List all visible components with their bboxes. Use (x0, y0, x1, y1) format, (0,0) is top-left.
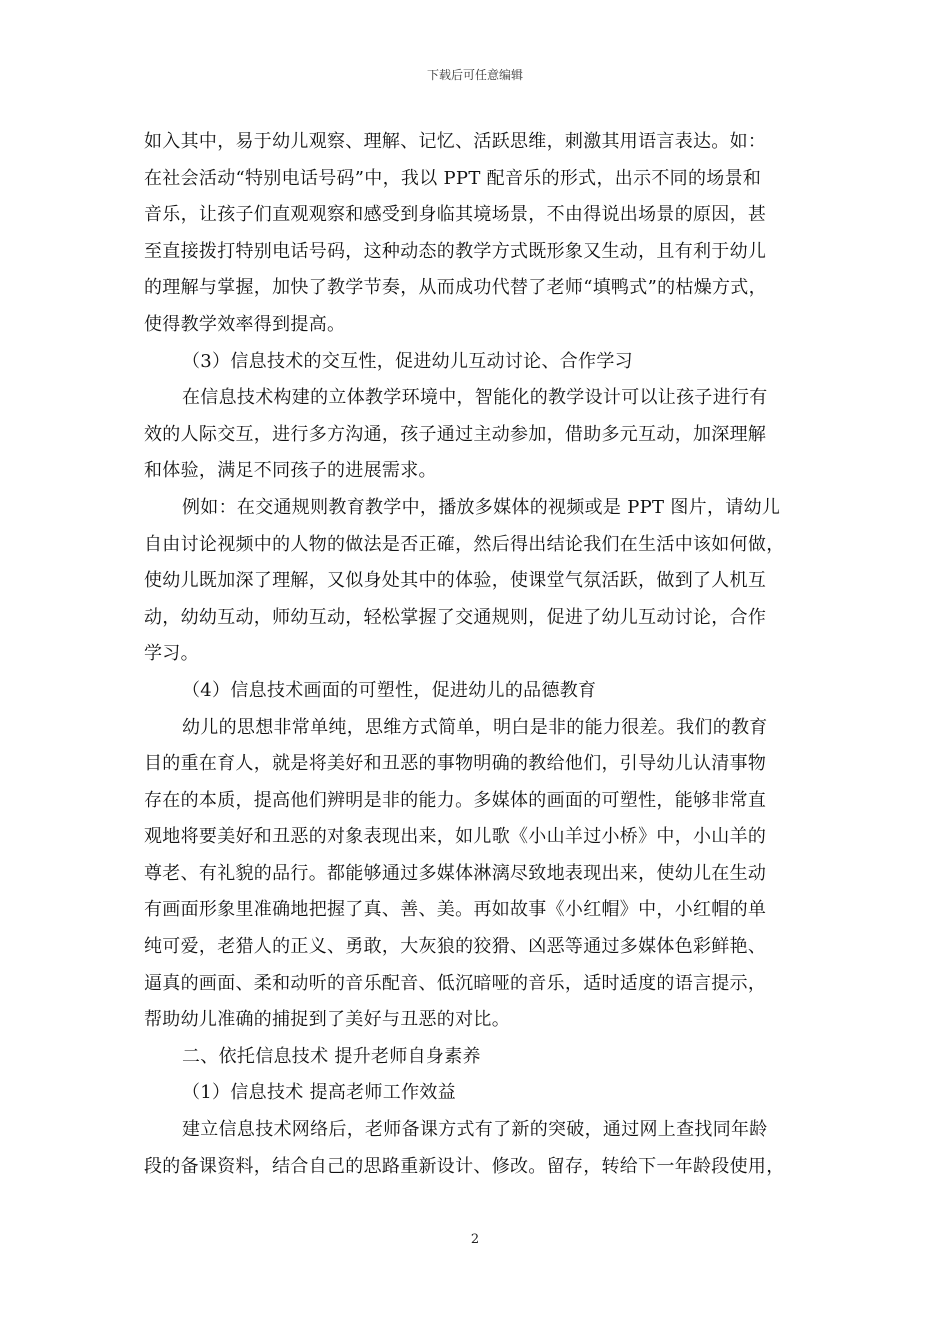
text-line: 观地将要美好和丑恶的对象表现出来，如儿歌《小山羊过小桥》中，小山羊的 (144, 826, 767, 848)
text-line: 二、依托信息技术 提升老师自身素养 (182, 1045, 481, 1067)
text-line: 尊老、有礼貌的品行。都能够通过多媒体淋漓尽致地表现出来，使幼儿在生动 (144, 862, 767, 884)
text-line: 存在的本质，提高他们辨明是非的能力。多媒体的画面的可塑性，能够非常直 (144, 789, 767, 811)
text-line: 至直接拨打特别电话号码，这种动态的教学方式既形象又生动，且有利于幼儿 (144, 240, 767, 262)
text-line: （4）信息技术画面的可塑性，促进幼儿的品德教育 (182, 679, 597, 701)
text-line: 例如：在交通规则教育教学中，播放多媒体的视频或是 PPT 图片，请幼儿 (182, 496, 781, 518)
text-line: 帮助幼儿准确的捕捉到了美好与丑恶的对比。 (144, 1009, 510, 1031)
text-line: 如入其中，易于幼儿观察、理解、记忆、活跃思维，刺激其用语言表达。如： (144, 131, 767, 152)
text-line: （3）信息技术的交互性，促进幼儿互动讨论、合作学习 (182, 350, 633, 372)
text-line: 在信息技术构建的立体教学环境中，智能化的教学设计可以让孩子进行有 (182, 387, 768, 409)
text-line: 纯可爱，老猎人的正义、勇敢，大灰狼的狡猾、凶恶等通过多媒体色彩鲜艳、 (144, 936, 767, 958)
text-line: （1）信息技术 提高老师工作效益 (182, 1082, 456, 1104)
page-number: 2 (470, 1232, 480, 1247)
text-line: 学习。 (144, 643, 199, 665)
text-line: 有画面形象里准确地把握了真、善、美。再如故事《小红帽》中，小红帽的单 (144, 899, 767, 921)
text-line: 的理解与掌握，加快了教学节奏，从而成功代替了老师“填鸭式”的枯燥方式， (144, 277, 767, 299)
text-line: 音乐，让孩子们直观观察和感受到身临其境场景，不由得说出场景的原因，甚 (144, 204, 767, 226)
text-line: 动，幼幼互动，师幼互动，轻松掌握了交通规则，促进了幼儿互动讨论，合作 (144, 606, 767, 628)
text-line: 逼真的画面、柔和动听的音乐配音、低沉暗哑的音乐，适时适度的语言提示， (144, 972, 767, 994)
text-line: 幼儿的思想非常单纯，思维方式简单，明白是非的能力很差。我们的教育 (182, 716, 768, 738)
text-line: 和体验，满足不同孩子的进展需求。 (144, 460, 437, 482)
text-line: 建立信息技术网络后，老师备课方式有了新的突破，通过网上查找同年龄 (182, 1119, 768, 1141)
document-body (144, 124, 810, 1185)
text-line: 使幼儿既加深了理解，又似身处其中的体验，使课堂气氛活跃，做到了人机互 (144, 570, 767, 592)
text-line: 在社会活动“特别电话号码”中，我以 PPT 配音乐的形式，出示不同的场景和 (144, 167, 762, 189)
text-line: 使得教学效率得到提高。 (144, 313, 346, 335)
text-line: 自由讨论视频中的人物的做法是否正確，然后得出结论我们在生活中该如何做， (144, 533, 785, 555)
page-header: 下载后可任意编辑 (426, 68, 523, 82)
text-line: 段的备课资料，结合自己的思路重新设计、修改。留存，转给下一年龄段使用， (144, 1155, 785, 1177)
text-line: 目的重在育人，就是将美好和丑恶的事物明确的教给他们，引导幼儿认清事物 (144, 753, 767, 775)
text-line: 效的人际交互，进行多方沟通，孩子通过主动参加，借助多元互动，加深理解 (144, 423, 767, 445)
